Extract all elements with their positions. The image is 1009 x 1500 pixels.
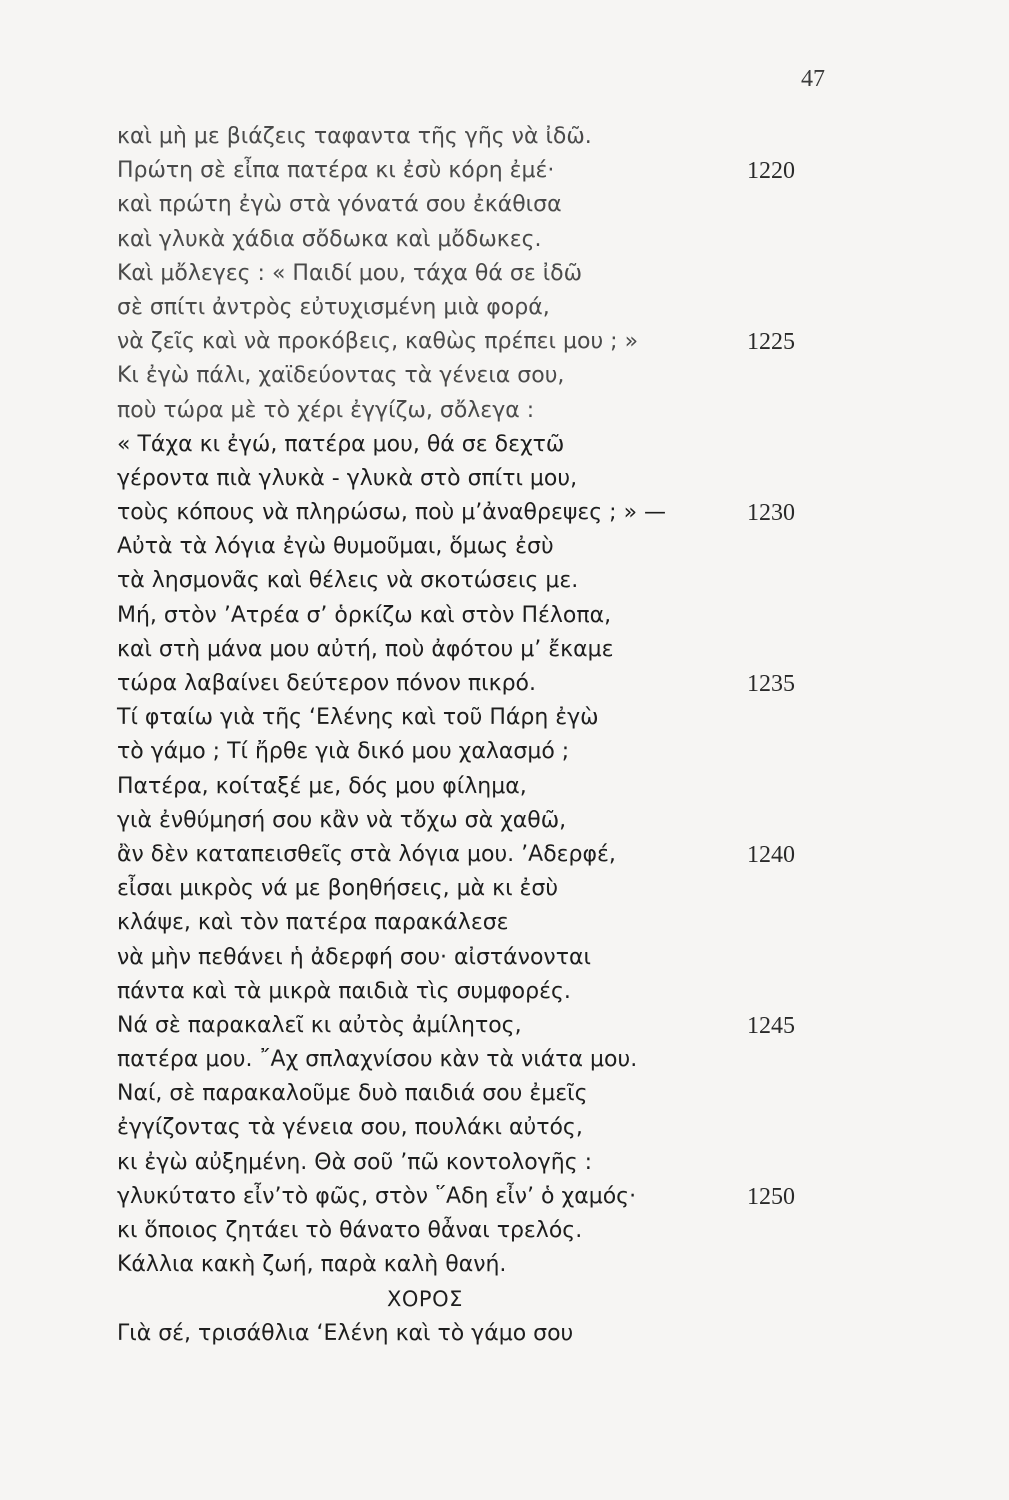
verse-line: Αὐτὰ τὰ λόγια ἐγὼ θυμοῦμαι, ὅμως ἐσὺ xyxy=(117,534,554,560)
verse-line: Πατέρα, κοίταξέ με, δός μου φίλημα, xyxy=(117,773,527,799)
line-number: 1230 xyxy=(747,500,795,527)
verse-line: Τί φταίω γιὰ τῆς ‘Ελένης καὶ τοῦ Πάρη ἐγὼ xyxy=(117,705,599,731)
verse-line: Νά σὲ παρακαλεῖ κι αὐτὸς ἀμίλητος, 1245 xyxy=(117,1009,817,1043)
poem-text xyxy=(117,120,817,1351)
chorus-heading: ΧΟΡΟΣ xyxy=(387,1287,463,1312)
line-number: 1245 xyxy=(747,1012,795,1039)
verse-line: ποὺ τώρα μὲ τὸ χέρι ἐγγίζω, σὄλεγα : xyxy=(117,397,535,423)
chorus-line: Γιὰ σέ, τρισάθλια ‘Ελένη καὶ τὸ γάμο σου xyxy=(117,1320,574,1346)
verse-line: γέροντα πιὰ γλυκὰ - γλυκὰ στὸ σπίτι μου, xyxy=(117,465,578,491)
verse-line: κι ἐγὼ αὐξημένη. Θὰ σοῦ ’πῶ κοντολογῆς : xyxy=(117,1149,593,1175)
line-number: 1235 xyxy=(747,671,795,697)
verse-line: Μή, στὸν ’Ατρέα σ’ ὁρκίζω καὶ στὸν Πέλοπα, xyxy=(117,602,612,628)
verse-line: « Τάχα κι ἐγώ, πατέρα μου, θά σε δεχτῶ xyxy=(117,431,565,457)
verse-line: τὸ γάμο ; Τί ἤρθε γιὰ δικό μου χαλασμό ; xyxy=(117,739,570,765)
verse-line: κι ὅποιος ζητάει τὸ θάνατο θἆναι τρελός. xyxy=(117,1218,583,1243)
verse-line: ἂν δὲν καταπεισθεῖς στὰ λόγια μου. ’Αδερφέ, 1240 xyxy=(117,838,817,872)
page-number: 47 xyxy=(801,66,825,92)
verse-line: πατέρα μου. ῎Αχ σπλαχνίσου κὰν τὰ νιάτα μου. xyxy=(117,1047,638,1073)
verse-line: γιὰ ἐνθύμησή σου κἂν νὰ τὄχω σὰ χαθῶ, xyxy=(117,807,567,833)
line-number: 1225 xyxy=(747,329,795,356)
verse-line: Ναί, σὲ παρακαλοῦμε δυὸ παιδιά σου ἐμεῖς xyxy=(117,1081,588,1107)
verse-line: Πρώτη σὲ εἶπα πατέρα κι ἐσὺ κόρη ἐμέ· 1220 xyxy=(117,154,817,188)
line-number: 1250 xyxy=(747,1183,795,1210)
verse-line: πάντα καὶ τὰ μικρὰ παιδιὰ τὶς συμφορές. xyxy=(117,978,571,1004)
verse-line: τὰ λησμονᾶς καὶ θέλεις νὰ σκοτώσεις με. xyxy=(117,568,579,594)
verse-line: σὲ σπίτι ἀντρὸς εὐτυχισμένη μιὰ φορά, xyxy=(117,294,550,320)
verse-line: κλάψε, καὶ τὸν πατέρα παρακάλεσε xyxy=(117,910,509,936)
verse-line: Κι ἐγὼ πάλι, χαϊδεύοντας τὰ γένεια σου, xyxy=(117,363,565,389)
verse-line: καὶ γλυκὰ χάδια σὄδωκα καὶ μὄδωκες. xyxy=(117,226,542,252)
line-number: 1240 xyxy=(747,841,795,868)
line-number: 1220 xyxy=(747,158,795,185)
verse-line: εἶσαι μικρὸς νά με βοηθήσεις, μὰ κι ἐσὺ xyxy=(117,876,559,902)
verse-line: νὰ ζεῖς καὶ νὰ προκόβεις, καθὼς πρέπει μου ; » 1225 xyxy=(117,325,817,359)
verse-line: καὶ μὴ με βιάζεις ταφαντα τῆς γῆς νὰ ἰδῶ. xyxy=(117,124,592,149)
verse-line: νὰ μὴν πεθάνει ἡ ἀδερφή σου· αἰστάνονται xyxy=(117,944,591,970)
verse-line: ἐγγίζοντας τὰ γένεια σου, πουλάκι αὐτός, xyxy=(117,1115,583,1141)
verse-line: τοὺς κόπους νὰ πληρώσω, ποὺ μ’ἀναθρεψες ; » — 1230 xyxy=(117,496,817,530)
verse-line: Καὶ μὄλεγες : « Παιδί μου, τάχα θά σε ἰδῶ xyxy=(117,260,583,286)
verse-line: Κάλλια κακὴ ζωή, παρὰ καλὴ θανή. xyxy=(117,1252,507,1278)
verse-line: καὶ στὴ μάνα μου αὐτή, ποὺ ἀφότου μ’ ἔκαμε xyxy=(117,636,614,662)
verse-line: τώρα λαβαίνει δεύτερον πόνον πικρό. 1235 xyxy=(117,667,817,701)
verse-line: καὶ πρώτη ἐγὼ στὰ γόνατά σου ἐκάθισα xyxy=(117,192,562,218)
verse-line: γλυκύτατο εἶν’τὸ φῶς, στὸν ῞Αδη εἶν’ ὁ χαμός· 1250 xyxy=(117,1180,817,1214)
